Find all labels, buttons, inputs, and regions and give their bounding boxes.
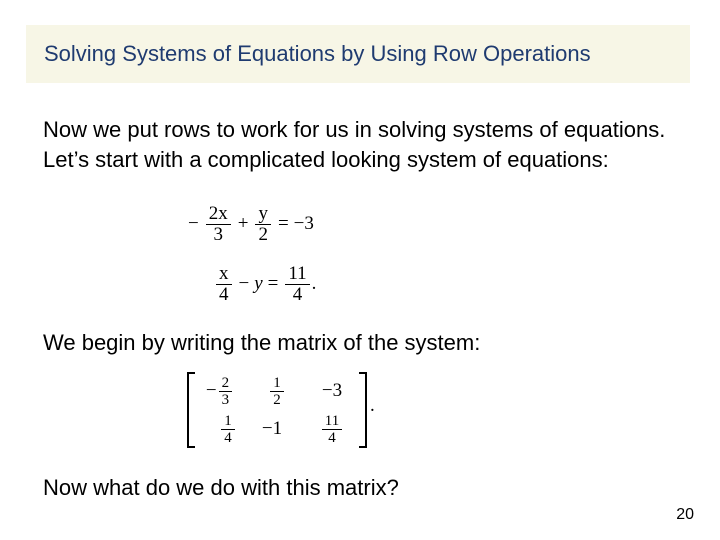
eq1-equals-sign: = — [277, 213, 289, 234]
eq2-rhs-fraction: $\frac{11}{4}$ — [285, 264, 309, 305]
equation-system — [188, 200, 316, 308]
slide-title: Solving Systems of Equations by Using Row Operations — [44, 41, 591, 66]
eq2-minus-sign: − — [238, 273, 250, 294]
matrix-cell-r1c3: −3 — [321, 380, 343, 401]
matrix-cell-r1c2: $\frac{1}{2}$ — [252, 372, 302, 410]
question-paragraph: Now what do we do with this matrix? — [43, 475, 399, 500]
matrix-cell-r2c3: $\frac{11}{4}$ — [307, 410, 357, 448]
matrix-cell-r2c2: −1 — [261, 418, 283, 439]
matrix-cell-r2c1: $\frac{1}{4}$ — [203, 410, 253, 448]
intro-paragraph: Now we put rows to work for us in solving systems of equations. Let’s start with a complicated looking system of equations: — [43, 117, 666, 172]
slide-number: 20 — [676, 506, 694, 523]
eq2-period: . — [311, 273, 317, 294]
right-bracket-top — [359, 372, 367, 374]
eq1-term1-fraction: $\frac{2x}{3}$ — [206, 204, 231, 245]
equation-1 — [188, 200, 316, 248]
eq2-term1-fraction: $\frac{x}{4}$ — [216, 264, 232, 305]
eq1-leading-minus: − — [188, 213, 199, 234]
matrix-period: . — [370, 395, 375, 416]
eq1-rhs: −3 — [293, 213, 314, 234]
eq1-plus-sign: + — [237, 213, 249, 234]
left-bracket-top — [187, 372, 195, 374]
right-bracket-bottom — [359, 446, 367, 448]
equation-2 — [188, 260, 316, 308]
left-bracket-bottom — [187, 446, 195, 448]
eq2-equals-sign: = — [267, 273, 279, 294]
matrix-intro-paragraph: We begin by writing the matrix of the system: — [43, 330, 481, 355]
title-bar — [26, 25, 690, 83]
coefficient-matrix — [187, 372, 367, 448]
matrix-cell-r1c1: − $\frac{2}{3}$ — [195, 372, 245, 410]
eq2-term2: y — [254, 273, 263, 294]
eq1-term2-fraction: $\frac{y}{2}$ — [255, 204, 271, 245]
